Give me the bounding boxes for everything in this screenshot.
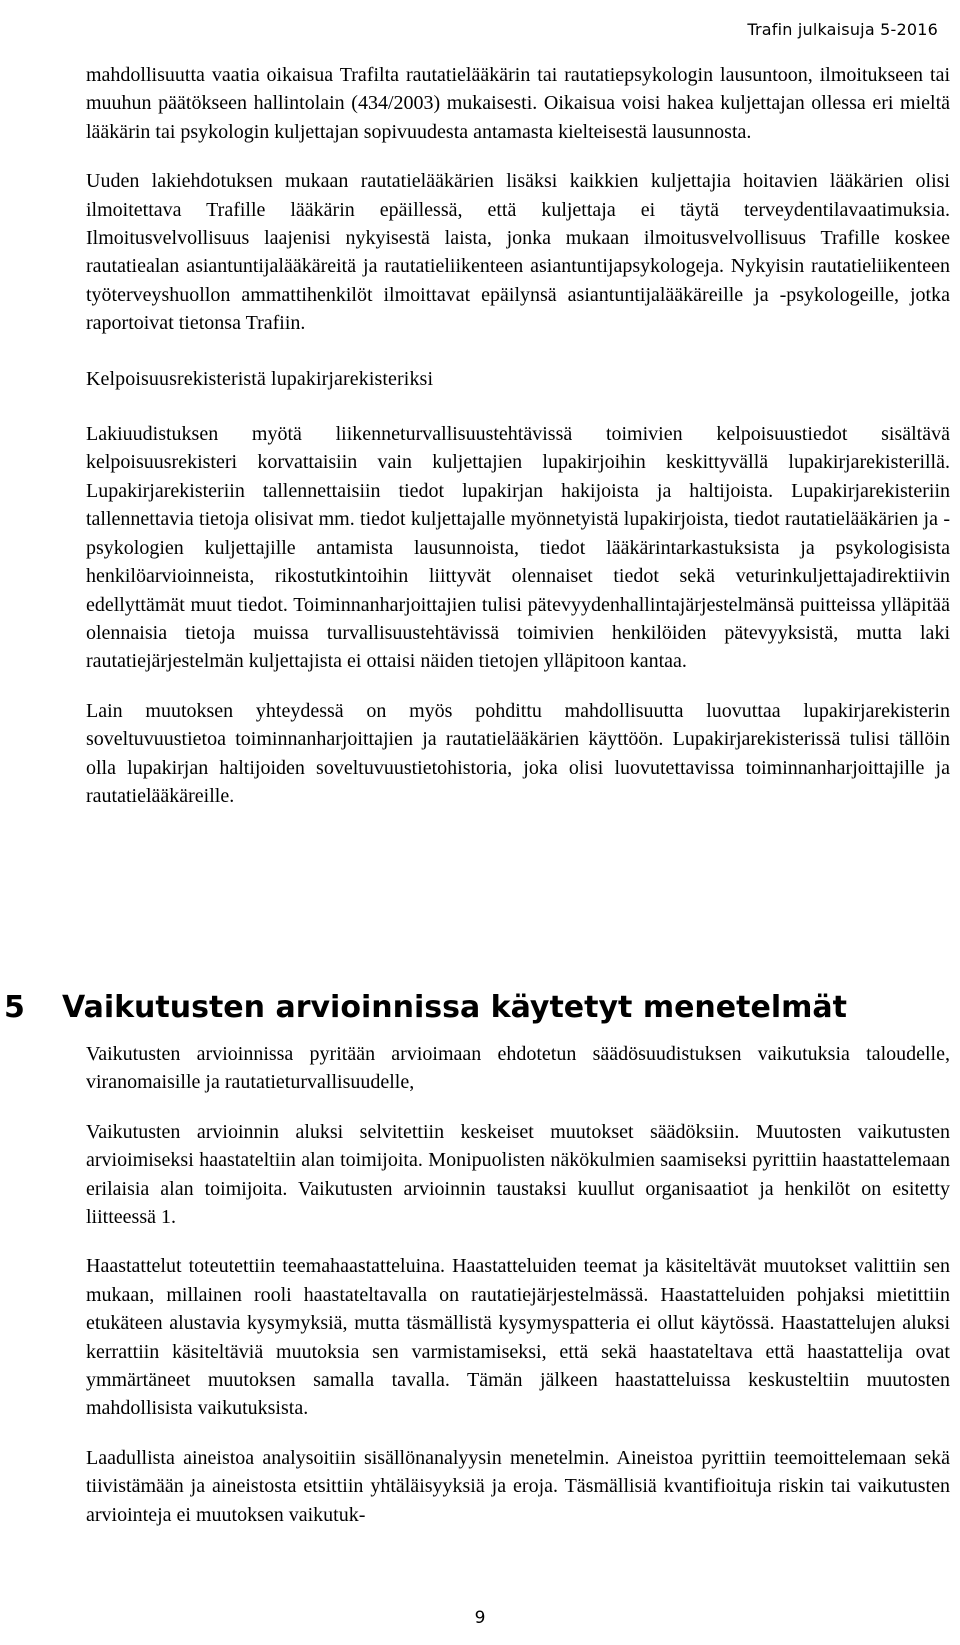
- chapter-title: Vaikutusten arvioinnissa käytetyt menetelmät: [62, 990, 847, 1025]
- body-text-top: [86, 61, 950, 831]
- chapter-number: 5: [4, 990, 25, 1025]
- paragraph: Lakiuudistuksen myötä liikenneturvallisuustehtävissä toimivien kelpoisuustiedot sisältävä kelpoisuusrekisteri korvattaisiin vain kuljettajien lupakirjoihin keskittyvällä lupakirjarekisterillä. Lupakirjarekisteriin tallennettaisiin tiedot lupakirjan hakijoista ja haltijoista. Lupakirjarekisteriin tallennettavia tietoja olisivat mm. tiedot kuljettajalle myönnetyistä lupakirjoista, tiedot rautatielääkärien ja -psykologien kuljettajille antamista lausunnoista, tiedot lääkärintarkastuksista ja psykologisista henkilöarvioinneista, rikostutkintoihin liittyvät olennaiset tiedot sekä veturinkuljettajadirektiivin edellyttämät muut tiedot. Toiminnanharjoittajien tulisi pätevyydenhallintajärjestelmänsä puitteissa ylläpitää olennaisia tietoja muissa turvallisuustehtävissä toimivien henkilöiden pätevyyksistä, mutta laki rautatiejärjestelmän kuljettajista ei ottaisi näiden tietojen ylläpitoon kantaa.: [86, 423, 950, 673]
- paragraph: Vaikutusten arvioinnissa pyritään arvioimaan ehdotetun säädösuudistuksen vaikutuksia taloudelle, viranomaisille ja rautatieturvallisuudelle,: [86, 1043, 950, 1094]
- paragraph: Lain muutoksen yhteydessä on myös pohdittu mahdollisuutta luovuttaa lupakirjarekisterin soveltuvuustietoa toiminnanharjoittajien ja rautatielääkärien käyttöön. Lupakirjarekisterissä tulisi tällöin olla lupakirjan haltijoiden soveltuvuustietohistoria, joka olisi luovutettavissa toiminnanharjoittajille ja rautatielääkäreille.: [86, 699, 950, 807]
- page-number: 9: [474, 1608, 486, 1628]
- paragraph: Vaikutusten arvioinnin aluksi selvitettiin keskeiset muutokset säädöksiin. Muutosten vaikutusten arvioimiseksi haastateltiin alan toimijoita. Monipuolisten näkökulmien saamiseksi pyrittiin haastattelemaan erilaisia alan toimijoita. Vaikutusten arvioinnin taustaksi kuullut organisaatiot ja henkilöt on esitetty liitteessä 1.: [86, 1120, 950, 1229]
- running-header: Trafin julkaisuja 5-2016: [747, 20, 938, 39]
- body-text-chapter: [86, 1040, 950, 1550]
- section-subheading: Kelpoisuusrekisteristä lupakirjarekisteriksi: [86, 367, 434, 390]
- paragraph: Laadullista aineistoa analysoitiin sisällönanalyysin menetelmin. Aineistoa pyrittiin teemoittelemaan sekä tiivistämään ja aineistosta etsittiin yhtäläisyyksiä ja eroja. Täsmällisiä kvantifioituja riskin tai vaikutusten arviointeja ei muutoksen vaikutuk-: [86, 1446, 950, 1526]
- paragraph: mahdollisuutta vaatia oikaisua Trafilta rautatielääkärin tai rautatiepsykologin lausuntoon, ilmoitukseen tai muuhun päätökseen hallintolain (434/2003) mukaisesti. Oikaisua voisi hakea kuljettajan ollessa eri mieltä lääkärin tai psykologin kuljettajan sopivuudesta antamasta kielteisestä lausunnosta.: [86, 64, 950, 143]
- paragraph: Haastattelut toteutettiin teemahaastatteluina. Haastatteluiden teemat ja käsiteltävät muutokset valittiin sen mukaan, millainen rooli haastateltavalla on rautatiejärjestelmässä. Haastatteluiden pohjaksi mietittiin etukäteen alustavia kysymyksiä, mutta täsmällistä kysymyspatteria ei ollut käytössä. Haastattelujen aluksi kerrattiin käsiteltäviä muutoksia sen varmistamiseksi, että sekä haastateltava että haastattelija ovat ymmärtäneet muutoksen samalla tavalla. Tämän jälkeen haastatteluissa keskusteltiin muutosten mahdollisista vaikutuksista.: [86, 1255, 950, 1420]
- paragraph: Uuden lakiehdotuksen mukaan rautatielääkärien lisäksi kaikkien kuljettajia hoitavien lääkärien olisi ilmoitettava Trafille lääkärin epäillessä, että kuljettaja ei täytä terveydentilavaatimuksia. Ilmoitusvelvollisuus laajenisi nykyisestä laista, jonka mukaan ilmoitusvelvollisuus Trafille koskee rautatiealan asiantuntijalääkäreitä ja rautatieliikenteen asiantuntijapsykologeja. Nykyisin rautatieliikenteen työterveyshuollon ammattihenkilöt ilmoittavat epäilynsä asiantuntijalääkäreille ja -psykologeille, jotka raportoivat tietonsa Trafiin.: [86, 170, 950, 335]
